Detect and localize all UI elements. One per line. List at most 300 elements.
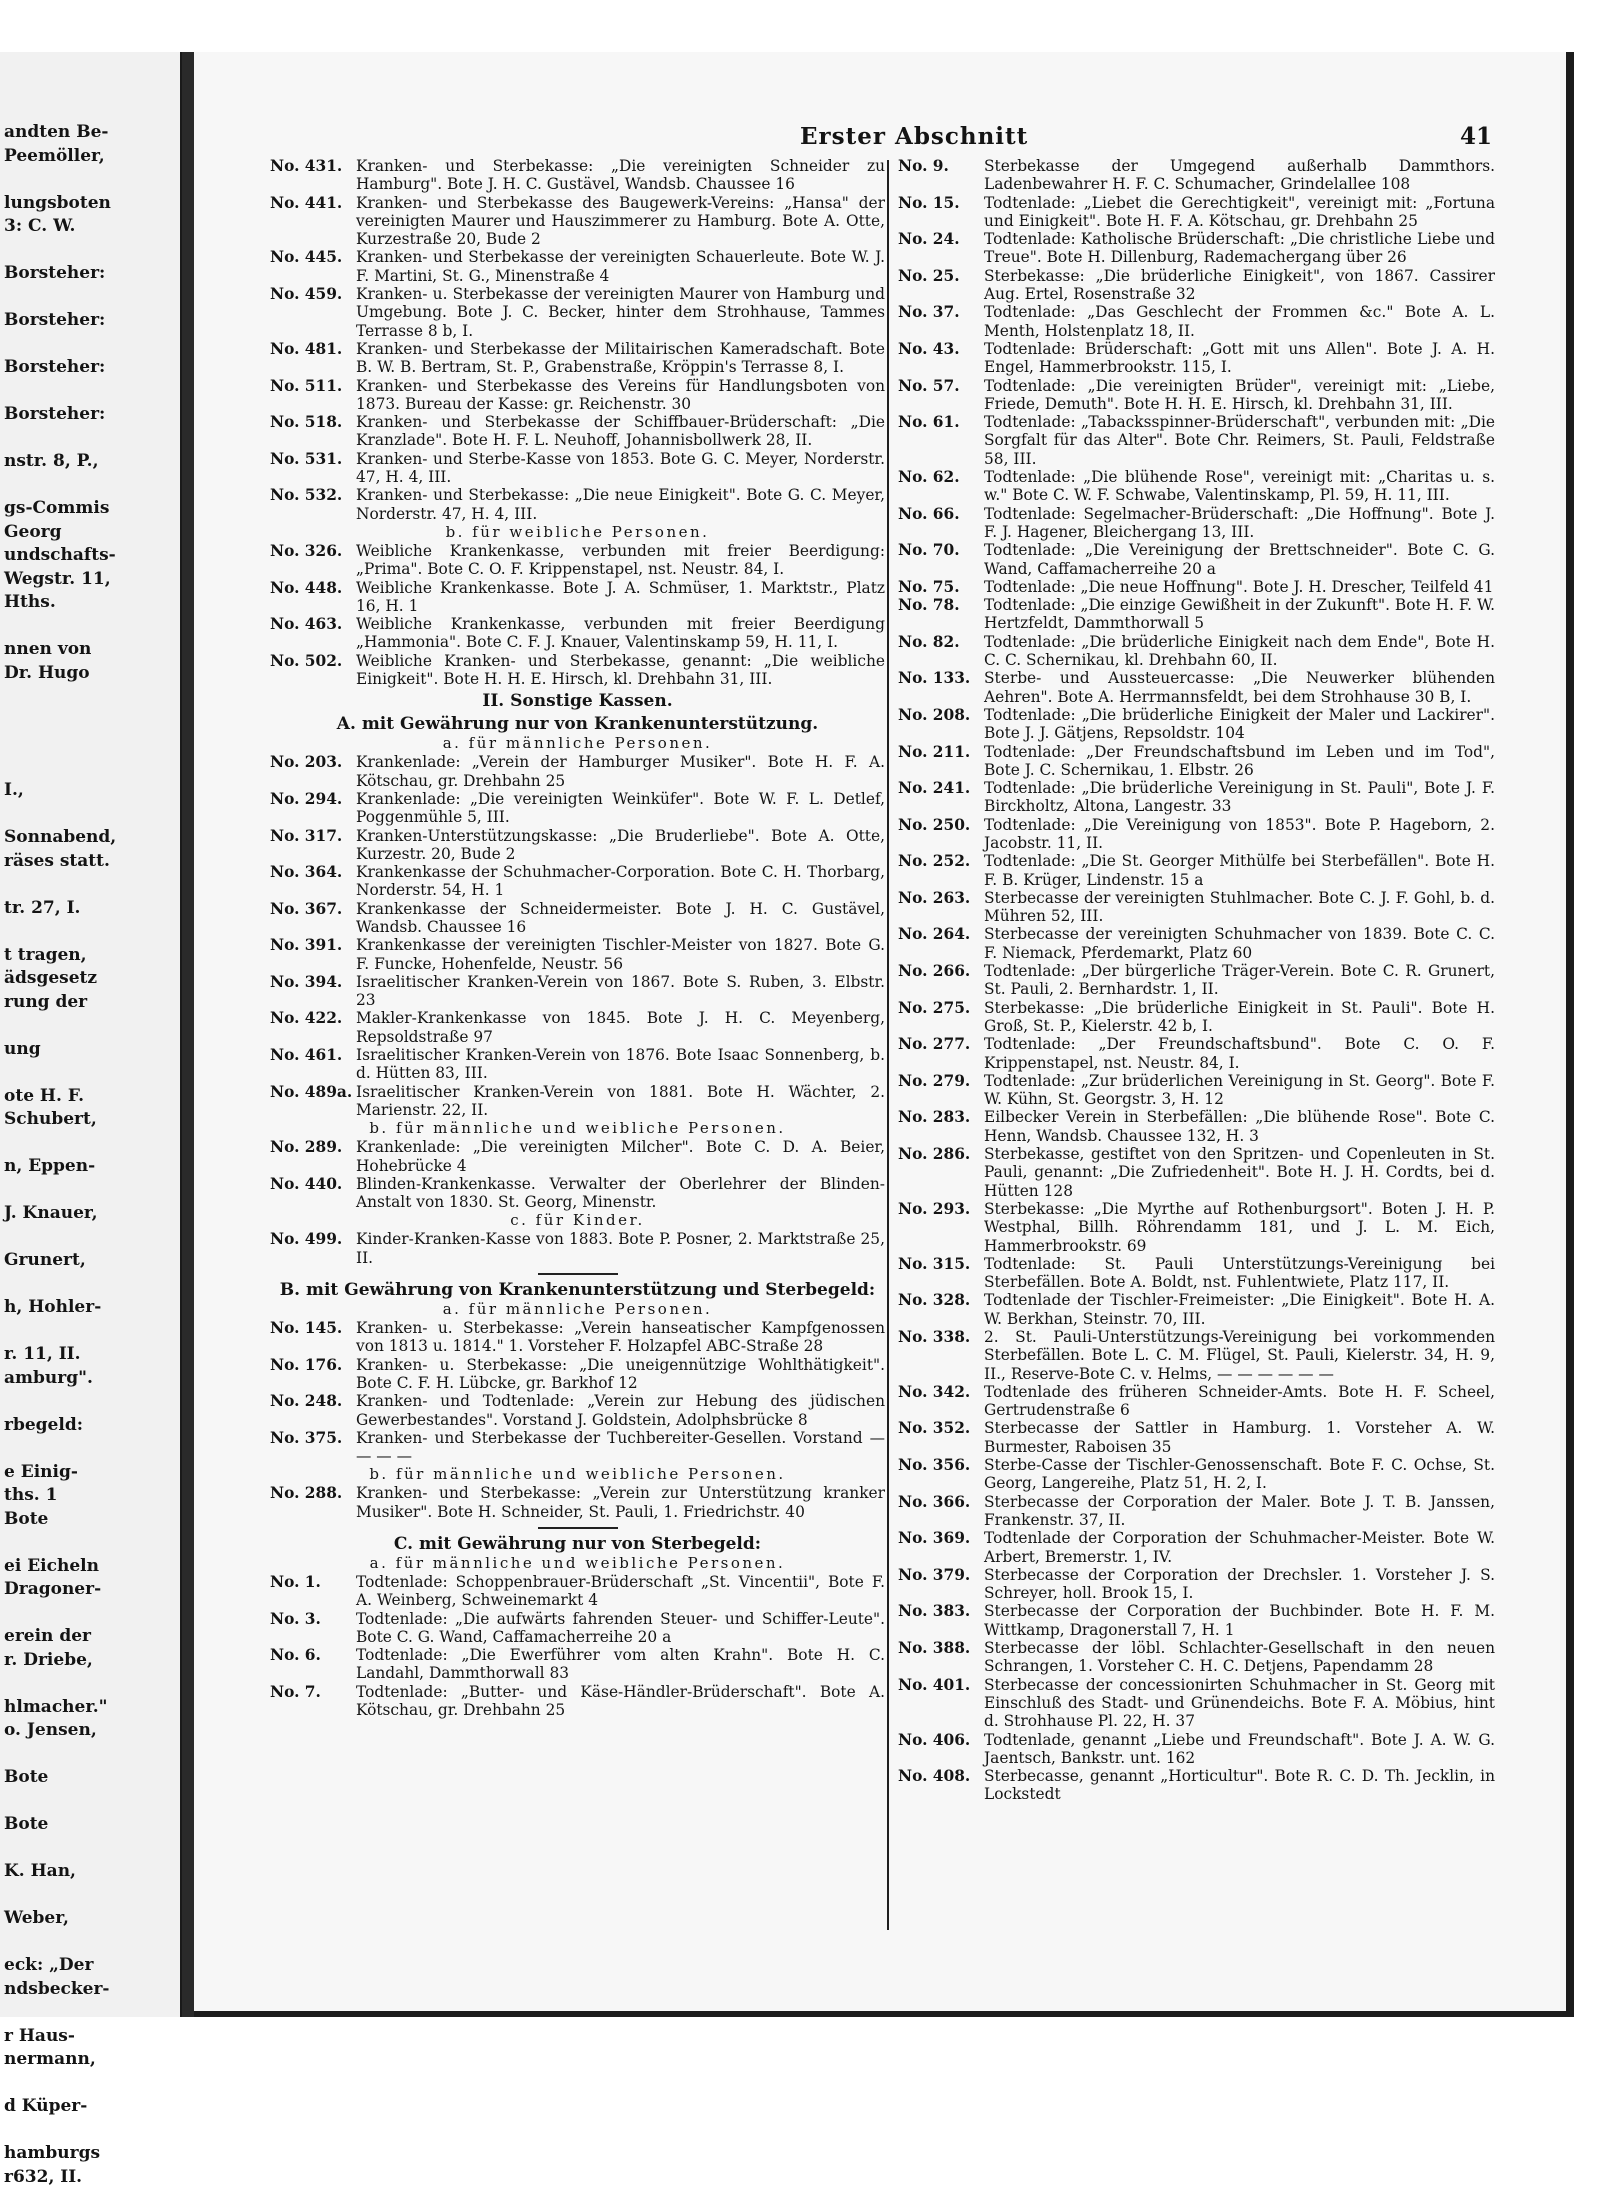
entry-number: No. 440.: [270, 1174, 343, 1193]
entry-number: No. 277.: [898, 1035, 971, 1054]
directory-entry: [270, 194, 885, 249]
entry-number: No. 289.: [270, 1138, 343, 1157]
previous-page-line: ei Eicheln: [4, 1555, 99, 1576]
section-rule: [538, 1273, 618, 1275]
section-heading: A. mit Gewährung nur von Krankenunterstützung.: [336, 714, 819, 735]
entry-text: Todtenlade: Brüderschaft: „Gott mit uns Allen". Bote J. A. H. Engel, Hammerbrookstr. 115, I.: [984, 339, 1495, 377]
column-divider: [887, 160, 889, 1930]
entry-text: Sterbecasse der löbl. Schlachter-Gesellschaft in den neuen Schrangen, 1. Vorsteher C. H. C. Detjens, Papendamm 28: [984, 1639, 1495, 1676]
entry-text: Sterbecasse der concessionirten Schuhmacher in St. Georg mit Einschluß des Stadt- und Grünendeichs. Bote F. A. Möbius, hint d. Strohhause Pl. 22, H. 37: [984, 1675, 1495, 1731]
entry-number: No. 326.: [270, 541, 343, 560]
directory-entry: [898, 157, 1495, 194]
entry-text: Weibliche Krankenkasse. Bote J. A. Schmüser, 1. Marktstr., Platz 16, H. 1: [356, 578, 885, 615]
previous-page-line: Hths.: [4, 592, 56, 612]
entry-text: Kranken- und Sterbekasse der Tuchbereiter-Gesellen. Vorstand — — — —: [356, 1428, 885, 1466]
entry-number: No. 211.: [898, 742, 971, 761]
entry-number: No. 263.: [898, 888, 971, 907]
directory-entry: [270, 377, 885, 414]
entry-number: No. 145.: [270, 1319, 343, 1338]
entry-text: Todtenlade des früheren Schneider-Amts. Bote H. F. Scheel, Gertrudenstraße 6: [984, 1382, 1495, 1420]
previous-page-line: nermann,: [4, 2049, 96, 2069]
entry-text: Todtenlade: „Die St. Georger Mithülfe bei Sterbefällen". Bote H. F. B. Krüger, Lindenstr. 15 a: [984, 852, 1495, 889]
entry-number: No. 364.: [270, 863, 343, 882]
entry-text: Kranken- und Sterbekasse der Schiffbauer-Brüderschaft: „Die Kranzlade". Bote H. F. L. Neuhoff, Johannisbollwerk 28, II.: [356, 413, 885, 450]
directory-entry: [270, 900, 885, 937]
directory-entry: [270, 1610, 885, 1647]
directory-entry: [898, 1566, 1495, 1603]
directory-entry: [270, 615, 885, 652]
directory-entry: [898, 578, 1495, 596]
directory-entry: [270, 285, 885, 340]
directory-entry: [270, 1046, 885, 1083]
entry-number: No. 338.: [898, 1328, 971, 1346]
entry-text: Todtenlade: „Zur brüderlichen Vereinigung in St. Georg". Bote F. W. Kühn, St. Georgstr. 3, H. 12: [984, 1071, 1495, 1109]
previous-page-line: ths. 1: [4, 1485, 58, 1505]
entry-text: Israelitischer Kranken-Verein von 1881. Bote H. Wächter, 2. Marienstr. 22, II.: [356, 1082, 885, 1119]
previous-page-line: 3: C. W.: [4, 216, 76, 236]
entry-text: Kranken- u. Sterbekasse: „Die uneigennützige Wohlthätigkeit". Bote C. F. H. Lübcke, gr. Barkhof 12: [356, 1355, 885, 1392]
entry-number: No. 275.: [898, 998, 971, 1017]
directory-entry: [270, 1230, 885, 1267]
entry-text: Kranken- und Sterbekasse des Baugewerk-Vereins: „Hansa" der vereinigten Maurer und Hauszimmerer zu Hamburg. Bote A. Otte, Kurzestraße 20, Bude 2: [356, 193, 885, 249]
entry-number: No. 9.: [898, 157, 949, 175]
page-number: 41: [1460, 123, 1493, 150]
entry-text: Todtenlade: „Die aufwärts fahrenden Steuer- und Schiffer-Leute". Bote C. G. Wand, Caffamacherreihe 20 a: [356, 1609, 885, 1646]
directory-entry: [898, 1035, 1495, 1072]
entry-text: Kranken- und Sterbekasse: „Die neue Einigkeit". Bote G. C. Meyer, Norderstr. 47, H. 4, III.: [356, 486, 885, 523]
previous-page-line: o. Jensen,: [4, 1720, 97, 1740]
entry-number: No. 511.: [270, 376, 343, 395]
directory-entry: [898, 852, 1495, 889]
entry-number: No. 481.: [270, 339, 343, 358]
directory-entry: [270, 753, 885, 790]
entry-number: No. 250.: [898, 815, 971, 834]
running-header: Erster Abschnitt: [800, 123, 1029, 150]
entry-number: No. 391.: [270, 936, 343, 955]
directory-entry: [898, 1456, 1495, 1493]
entry-text: Kranken- und Sterbekasse: „Verein zur Unterstützung kranker Musiker". Bote H. Schneider, St. Pauli, 1. Friedrichstr. 40: [356, 1484, 885, 1521]
previous-page-line: Borsteher:: [4, 310, 106, 330]
entry-text: Todtenlade: Katholische Brüderschaft: „Die christliche Liebe und Treue". Bote H. Dillenburg, Rademachergang über 26: [984, 230, 1495, 267]
directory-entry: [898, 1328, 1495, 1383]
directory-entry: [270, 1683, 885, 1720]
directory-entry: [898, 1255, 1495, 1292]
previous-page-line: undschafts-: [4, 545, 116, 565]
entry-text: Krankenlade: „Die vereinigten Weinküfer". Bote W. F. L. Detlef, Poggenmühle 5, III.: [356, 789, 885, 827]
directory-entry: [898, 596, 1495, 633]
entry-text: Kranken- und Sterbekasse des Vereins für Handlungsboten von 1873. Bureau der Kasse: gr. Reichenstr. 30: [356, 376, 885, 413]
directory-entry: [898, 1108, 1495, 1145]
entry-number: No. 82.: [898, 632, 960, 651]
directory-entry: [898, 633, 1495, 670]
entry-text: Blinden-Krankenkasse. Verwalter der Oberlehrer der Blinden-Anstalt von 1830. St. Georg, Minenstr.: [356, 1174, 885, 1212]
directory-entry: [270, 1138, 885, 1175]
entry-text: 2. St. Pauli-Unterstützungs-Vereinigung bei vorkommenden Sterbefällen. Bote L. C. M. Flügel, St. Pauli, Kielerstr. 34, H. 9, II., Reserve-Bote C. v. Helms, — — — — — —: [984, 1328, 1495, 1383]
entry-text: Eilbecker Verein in Sterbefällen: „Die blühende Rose". Bote C. Henn, Wandsb. Chaussee 132, H. 3: [984, 1108, 1495, 1145]
entry-text: Todtenlade: „Butter- und Käse-Händler-Brüderschaft". Bote A. Kötschau, gr. Drehbahn 25: [356, 1682, 885, 1720]
entry-number: No. 264.: [898, 925, 971, 944]
left-column: [270, 157, 885, 1719]
directory-entry: [270, 790, 885, 827]
previous-page-line: Borsteher:: [4, 263, 106, 283]
directory-entry: [898, 1639, 1495, 1676]
previous-page-line: lungsboten: [4, 192, 111, 213]
previous-page-line: nstr. 8, P.,: [4, 451, 99, 471]
entry-number: No. 502.: [270, 651, 343, 670]
entry-number: No. 531.: [270, 449, 343, 468]
entry-text: Kranken-Unterstützungskasse: „Die Bruderliebe". Bote A. Otte, Kurzestr. 20, Bude 2: [356, 826, 885, 863]
section-heading: b. für männliche und weibliche Personen.: [369, 1119, 786, 1138]
directory-entry: [898, 706, 1495, 743]
section-heading: c. für Kinder.: [510, 1211, 645, 1230]
entry-number: No. 15.: [898, 193, 960, 212]
directory-entry: [270, 579, 885, 616]
directory-entry: [270, 1646, 885, 1683]
entry-number: No. 352.: [898, 1419, 971, 1438]
directory-entry: [898, 541, 1495, 578]
entry-text: Todtenlade: „Die vereinigten Brüder", vereinigt mit: „Liebe, Friede, Demuth". Bote H. H. E. Hirsch, kl. Drehbahn 31, III.: [984, 376, 1495, 413]
entry-number: No. 61.: [898, 413, 960, 432]
entry-text: Sterbekasse, gestiftet von den Spritzen- und Copenleuten in St. Pauli, genannt: „Die Zufriedenheit". Bote H. J. H. Cordts, bei d. Hütten 128: [984, 1145, 1495, 1200]
entry-text: Todtenlade der Tischler-Freimeister: „Die Einigkeit". Bote H. A. W. Berkhan, Steinstr. 70, III.: [984, 1291, 1495, 1328]
entry-number: No. 388.: [898, 1639, 971, 1658]
entry-number: No. 62.: [898, 468, 960, 487]
entry-text: Sterbe- und Aussteuercasse: „Die Neuwerker blühenden Aehren". Bote A. Herrmannsfeldt, bei dem Strohhause 30 B, I.: [984, 669, 1495, 706]
previous-page-line: hamburgs: [4, 2143, 101, 2163]
previous-page-line: rung der: [4, 991, 88, 1012]
directory-entry: [898, 925, 1495, 962]
entry-text: Sterbekasse: „Die brüderliche Einigkeit in St. Pauli". Bote H. Groß, St. P., Kielerstr. 42 b, I.: [984, 998, 1495, 1035]
entry-number: No. 328.: [898, 1291, 971, 1310]
previous-page-line: I.,: [4, 780, 24, 800]
previous-page-line: e Einig-: [4, 1461, 78, 1482]
entry-number: No. 7.: [270, 1682, 321, 1701]
previous-page-line: d Küper-: [4, 2096, 88, 2116]
entry-number: No. 66.: [898, 504, 960, 523]
previous-page-line: Bote: [4, 1814, 49, 1834]
directory-entry: [270, 652, 885, 689]
previous-page-line: eck: „Der: [4, 1955, 94, 1975]
directory-entry: [898, 1200, 1495, 1255]
entry-number: No. 383.: [898, 1602, 971, 1621]
directory-entry: [270, 1175, 885, 1212]
entry-text: Todtenlade: Segelmacher-Brüderschaft: „Die Hoffnung". Bote J. F. J. Hagener, Bleichergang 13, III.: [984, 504, 1495, 541]
entry-number: No. 422.: [270, 1009, 343, 1028]
entry-text: Krankenkasse der Schneidermeister. Bote J. H. C. Gustävel, Wandsb. Chaussee 16: [356, 899, 885, 936]
entry-text: Todtenlade: Schoppenbrauer-Brüderschaft „St. Vincentii", Bote F. A. Weinberg, Schweinemarkt 4: [356, 1573, 885, 1610]
entry-number: No. 78.: [898, 596, 960, 615]
directory-entry: [898, 230, 1495, 267]
entry-text: Sterbecasse der Corporation der Drechsler. 1. Vorsteher J. S. Schreyer, holl. Brook 15, I.: [984, 1565, 1495, 1603]
directory-entry: [270, 863, 885, 900]
entry-number: No. 408.: [898, 1767, 971, 1786]
directory-entry: [270, 157, 885, 194]
entry-number: No. 406.: [898, 1730, 971, 1749]
directory-entry: [270, 1009, 885, 1046]
entry-number: No. 431.: [270, 157, 343, 175]
previous-page-line: Sonnabend,: [4, 827, 117, 847]
entry-number: No. 57.: [898, 376, 960, 395]
directory-entry: [898, 267, 1495, 304]
previous-page-fragment: [0, 52, 183, 2187]
entry-text: Todtenlade: „Der Freundschaftsbund im Leben und im Tod", Bote J. C. Schernikau, 1. Elbstr. 26: [984, 742, 1495, 779]
directory-entry: [270, 827, 885, 864]
previous-page-line: ädsgesetz: [4, 968, 98, 988]
previous-page-line: Dragoner-: [4, 1579, 102, 1599]
directory-entry: [270, 1356, 885, 1393]
entry-text: Todtenlade: „Das Geschlecht der Frommen &c." Bote A. L. Menth, Holstenplatz 18, II.: [984, 303, 1495, 340]
directory-entry: [898, 1731, 1495, 1768]
entry-text: Todtenlade: „Die brüderliche Einigkeit der Maler und Lackirer". Bote J. J. Gätjens, Repsoldstr. 104: [984, 705, 1495, 743]
entry-text: Kranken- und Sterbekasse: „Die vereinigten Schneider zu Hamburg". Bote J. H. C. Gustävel, Wandsb. Chaussee 16: [356, 157, 885, 194]
previous-page-line: Grunert,: [4, 1250, 86, 1270]
previous-page-line: andten Be-: [4, 122, 109, 142]
entry-number: No. 463.: [270, 615, 343, 634]
directory-entry: [898, 1529, 1495, 1566]
directory-entry: [270, 486, 885, 523]
entry-number: No. 3.: [270, 1609, 321, 1628]
entry-text: Krankenlade: „Verein der Hamburger Musiker". Bote H. F. A. Kötschau, gr. Drehbahn 25: [356, 753, 885, 790]
directory-entry: [898, 1072, 1495, 1109]
entry-text: Sterbecasse der Sattler in Hamburg. 1. Vorsteher A. W. Burmester, Raboisen 35: [984, 1419, 1495, 1456]
directory-entry: [270, 1429, 885, 1466]
entry-number: No. 279.: [898, 1071, 971, 1090]
entry-number: No. 241.: [898, 779, 971, 798]
entry-number: No. 176.: [270, 1355, 343, 1374]
entry-text: Todtenlade: „Die brüderliche Einigkeit nach dem Ende", Bote H. C. C. Schernikau, kl. Drehbahn 60, II.: [984, 632, 1495, 670]
directory-entry: [270, 248, 885, 285]
previous-page-line: räses statt.: [4, 850, 110, 871]
previous-page-line: rbegeld:: [4, 1414, 83, 1435]
directory-entry: [270, 1484, 885, 1521]
entry-text: Krankenlade: „Die vereinigten Milcher". Bote C. D. A. Beier, Hohebrücke 4: [356, 1138, 885, 1175]
entry-number: No. 445.: [270, 248, 343, 267]
entry-number: No. 133.: [898, 669, 971, 688]
entry-text: Todtenlade: „Die brüderliche Vereinigung in St. Pauli", Bote J. F. Birckholtz, Altona, Langestr. 33: [984, 779, 1495, 816]
entry-text: Sterbecasse der Corporation der Maler. Bote J. T. B. Janssen, Frankenstr. 37, II.: [984, 1492, 1495, 1529]
previous-page-line: tr. 27, I.: [4, 897, 81, 918]
section-heading: a. für männliche Personen.: [442, 1300, 713, 1319]
previous-page-line: amburg".: [4, 1367, 93, 1388]
directory-entry: [898, 1419, 1495, 1456]
entry-number: No. 6.: [270, 1646, 321, 1665]
entry-text: Sterbecasse, genannt „Horticultur". Bote R. C. D. Th. Jecklin, in Lockstedt: [984, 1767, 1495, 1804]
previous-page-line: gs-Commis: [4, 498, 110, 518]
entry-number: No. 459.: [270, 285, 343, 304]
directory-entry: [898, 377, 1495, 414]
entry-text: Todtenlade: „Die einzige Gewißheit in der Zukunft". Bote H. F. W. Hertzfeldt, Dammthorwall 5: [984, 596, 1495, 633]
entry-number: No. 1.: [270, 1573, 321, 1591]
entry-number: No. 203.: [270, 753, 343, 772]
entry-text: Israelitischer Kranken-Verein von 1867. Bote S. Ruben, 3. Elbstr. 23: [356, 972, 885, 1010]
previous-page-line: Georg: [4, 521, 62, 542]
entry-text: Kranken- und Sterbe-Kasse von 1853. Bote G. C. Meyer, Norderstr. 47, H. 4, III.: [356, 449, 885, 487]
previous-page-line: r Haus-: [4, 2025, 75, 2046]
previous-page-line: Bote: [4, 1767, 49, 1787]
directory-entry: [270, 1319, 885, 1356]
previous-page-line: r632, II.: [4, 2166, 83, 2187]
directory-entry: [898, 889, 1495, 926]
entry-number: No. 401.: [898, 1675, 971, 1694]
previous-page-line: ote H. F.: [4, 1085, 85, 1106]
directory-entry: [898, 999, 1495, 1036]
entry-text: Kranken- u. Sterbekasse der vereinigten Maurer von Hamburg und Umgebung. Bote J. C. Becker, hinter dem Strohhause, Tammes Terrasse 8 b, I.: [356, 285, 885, 340]
directory-entry: [898, 1676, 1495, 1731]
directory-entry: [898, 1383, 1495, 1420]
entry-number: No. 43.: [898, 339, 960, 358]
entry-text: Sterbecasse der vereinigten Stuhlmacher. Bote C. J. F. Gohl, b. d. Mühren 52, III.: [984, 888, 1495, 926]
section-heading: B. mit Gewährung von Krankenunterstützung und Sterbegeld:: [279, 1280, 876, 1301]
entry-text: Weibliche Kranken- und Sterbekasse, genannt: „Die weibliche Einigkeit". Bote H. H. E. Hirsch, kl. Drehbahn 31, III.: [356, 651, 885, 689]
entry-text: Israelitischer Kranken-Verein von 1876. Bote Isaac Sonnenberg, b. d. Hütten 83, III.: [356, 1046, 885, 1083]
directory-entry: [270, 542, 885, 579]
entry-number: No. 394.: [270, 972, 343, 991]
entry-number: No. 367.: [270, 899, 343, 918]
entry-number: No. 252.: [898, 852, 971, 871]
entry-text: Todtenlade: „Tabacksspinner-Brüderschaft", verbunden mit: „Die Sorgfalt für das Alter". Bote Chr. Reimers, St. Pauli, Feldstraße 58, III.: [984, 413, 1495, 468]
entry-number: No. 266.: [898, 962, 971, 981]
previous-page-line: Schubert,: [4, 1109, 97, 1129]
entry-number: No. 293.: [898, 1199, 971, 1218]
entry-number: No. 283.: [898, 1108, 971, 1127]
entry-text: Todtenlade: „Die blühende Rose", vereinigt mit: „Charitas u. s. w." Bote C. W. F. Schwabe, Valentinskamp, Pl. 59, H. 11, III.: [984, 468, 1495, 505]
previous-page-line: Wegstr. 11,: [4, 568, 111, 589]
directory-entry: [270, 413, 885, 450]
directory-entry: [898, 505, 1495, 542]
entry-text: Kranken- u. Sterbekasse: „Verein hanseatischer Kampfgenossen von 1813 u. 1814." 1. Vorsteher F. Holzapfel ABC-Straße 28: [356, 1319, 885, 1356]
entry-text: Todtenlade: „Liebet die Gerechtigkeit", vereinigt mit: „Fortuna und Einigkeit". Bote H. F. A. Kötschau, gr. Drehbahn 25: [984, 193, 1495, 230]
directory-entry: [270, 1392, 885, 1429]
entry-number: No. 294.: [270, 789, 343, 808]
directory-entry: [898, 962, 1495, 999]
right-column: [898, 157, 1495, 1804]
entry-text: Sterbekasse: „Die brüderliche Einigkeit", von 1867. Cassirer Aug. Ertel, Rosenstraße 32: [984, 266, 1495, 304]
entry-text: Todtenlade: St. Pauli Unterstützungs-Vereinigung bei Sterbefällen. Bote A. Boldt, nst. Fuhlentwiete, Platz 117, II.: [984, 1254, 1495, 1292]
entry-text: Krankenkasse der vereinigten Tischler-Meister von 1827. Bote G. F. Funcke, Hohenfelde, Neustr. 56: [356, 936, 885, 973]
entry-number: No. 518.: [270, 413, 343, 432]
directory-entry: [270, 340, 885, 377]
entry-number: No. 489a.: [270, 1082, 353, 1101]
previous-page-line: Bote: [4, 1508, 49, 1529]
entry-text: Todtenlade: „Der Freundschaftsbund". Bote C. O. F. Krippenstapel, nst. Neustr. 84, I.: [984, 1035, 1495, 1072]
previous-page-line: K. Han,: [4, 1861, 76, 1881]
entry-number: No. 315.: [898, 1254, 971, 1273]
entry-number: No. 379.: [898, 1565, 971, 1584]
section-heading: b. für weibliche Personen.: [445, 522, 710, 541]
entry-text: Krankenkasse der Schuhmacher-Corporation. Bote C. H. Thorbarg, Norderstr. 54, H. 1: [356, 863, 885, 900]
previous-page-line: n, Eppen-: [4, 1156, 96, 1176]
entry-text: Kinder-Kranken-Kasse von 1883. Bote P. Posner, 2. Marktstraße 25, II.: [356, 1230, 885, 1267]
directory-entry: [898, 413, 1495, 468]
section-heading: a. für männliche und weibliche Personen.: [369, 1554, 786, 1572]
entry-number: No. 317.: [270, 826, 343, 845]
previous-page-line: h, Hohler-: [4, 1297, 102, 1317]
entry-number: No. 25.: [898, 266, 960, 285]
entry-number: No. 70.: [898, 541, 960, 560]
previous-page-line: r. 11, II.: [4, 1344, 81, 1364]
entry-number: No. 441.: [270, 193, 343, 212]
directory-entry: [898, 1291, 1495, 1328]
entry-text: Sterbecasse der Corporation der Buchbinder. Bote H. F. M. Wittkamp, Dragonerstall 7, H. 1: [984, 1602, 1495, 1639]
entry-text: Sterbe-Casse der Tischler-Genossenschaft. Bote F. C. Ochse, St. Georg, Langereihe, Platz 51, H. 2, I.: [984, 1456, 1495, 1493]
entry-text: Sterbekasse der Umgegend außerhalb Dammthors. Ladenbewahrer H. F. C. Schumacher, Grindelallee 108: [984, 157, 1495, 194]
section-heading: II. Sonstige Kassen.: [482, 691, 673, 712]
previous-page-line: t tragen,: [4, 944, 87, 965]
entry-text: Sterbecasse der vereinigten Schuhmacher von 1839. Bote C. C. F. Niemack, Pferdemarkt, Platz 60: [984, 925, 1495, 962]
entry-number: No. 248.: [270, 1392, 343, 1411]
entry-number: No. 286.: [898, 1145, 971, 1164]
entry-text: Kranken- und Todtenlade: „Verein zur Hebung des jüdischen Gewerbestandes". Vorstand J. Goldstein, Adolphsbrücke 8: [356, 1392, 885, 1429]
entry-number: No. 461.: [270, 1046, 343, 1065]
directory-entry: [898, 194, 1495, 231]
directory-entry: [898, 468, 1495, 505]
previous-page-line: ung: [4, 1038, 41, 1059]
directory-entry: [898, 1493, 1495, 1530]
previous-page-line: erein der: [4, 1626, 91, 1646]
entry-text: Sterbekasse: „Die Myrthe auf Rothenburgsort". Boten J. H. P. Westphal, Billh. Röhrendamm 181, und J. L. M. Eich, Hammerbrookstr. 69: [984, 1199, 1495, 1255]
entry-number: No. 342.: [898, 1382, 971, 1401]
entry-number: No. 448.: [270, 578, 343, 597]
previous-page-line: ndsbecker-: [4, 1978, 110, 1999]
section-rule: [538, 1527, 618, 1529]
previous-page-line: r. Driebe,: [4, 1649, 93, 1670]
entry-text: Makler-Krankenkasse von 1845. Bote J. H. C. Meyenberg, Repsoldstraße 97: [356, 1009, 885, 1046]
entry-number: No. 375.: [270, 1428, 343, 1447]
entry-text: Todtenlade: „Die Vereinigung der Brettschneider". Bote C. G. Wand, Caffamacherreihe 20 a: [984, 541, 1495, 578]
entry-number: No. 532.: [270, 486, 343, 505]
previous-page-line: Borsteher:: [4, 357, 106, 377]
book-gutter: [182, 52, 194, 2017]
entry-text: Todtenlade: „Der bürgerliche Träger-Verein. Bote C. R. Grunert, St. Pauli, 2. Bernhardstr. 1, II.: [984, 962, 1495, 999]
entry-text: Weibliche Krankenkasse, verbunden mit freier Beerdigung „Hammonia". Bote C. F. J. Knauer, Valentinskamp 59, H. 11, I.: [356, 615, 885, 652]
directory-entry: [898, 1145, 1495, 1200]
entry-number: No. 24.: [898, 230, 960, 249]
directory-entry: [898, 669, 1495, 706]
entry-text: Todtenlade: „Die Vereinigung von 1853". Bote P. Hageborn, 2. Jacobstr. 11, II.: [984, 815, 1495, 852]
directory-entry: [898, 1602, 1495, 1639]
section-heading: C. mit Gewährung nur von Sterbegeld:: [393, 1534, 762, 1554]
previous-page-line: nnen von: [4, 639, 92, 659]
entry-number: No. 75.: [898, 577, 960, 596]
previous-page-line: Dr. Hugo: [4, 662, 90, 683]
directory-entry: [270, 1573, 885, 1610]
directory-entry: [270, 450, 885, 487]
section-heading: a. für männliche Personen.: [442, 734, 713, 753]
entry-number: No. 366.: [898, 1492, 971, 1511]
directory-entry: [898, 779, 1495, 816]
directory-entry: [270, 1083, 885, 1120]
entry-number: No. 356.: [898, 1456, 971, 1475]
previous-page-line: Peemöller,: [4, 145, 105, 166]
entry-number: No. 369.: [898, 1529, 971, 1548]
section-heading: b. für männliche und weibliche Personen.: [369, 1465, 786, 1484]
previous-page-line: Weber,: [4, 1908, 69, 1928]
directory-entry: [270, 973, 885, 1010]
directory-entry: [898, 340, 1495, 377]
directory-entry: [898, 1767, 1495, 1804]
entry-number: No. 37.: [898, 303, 960, 322]
entry-text: Weibliche Krankenkasse, verbunden mit freier Beerdigung: „Prima". Bote C. O. F. Krippenstapel, nst. Neustr. 84, I.: [356, 541, 885, 579]
entry-text: Todtenlade: „Die Ewerführer vom alten Krahn". Bote H. C. Landahl, Dammthorwall 83: [356, 1646, 885, 1683]
entry-text: Kranken- und Sterbekasse der Militairischen Kameradschaft. Bote B. W. B. Bertram, St. P., Grabenstraße, Kröppin's Terrasse 8, I.: [356, 339, 885, 377]
entry-text: Todtenlade: „Die neue Hoffnung". Bote J. H. Drescher, Teilfeld 41: [984, 577, 1494, 596]
directory-entry: [270, 936, 885, 973]
entry-text: Kranken- und Sterbekasse der vereinigten Schauerleute. Bote W. J. F. Martini, St. G., Minenstraße 4: [356, 248, 885, 285]
entry-number: No. 288.: [270, 1484, 343, 1503]
previous-page-line: hlmacher.": [4, 1696, 108, 1717]
directory-entry: [898, 743, 1495, 780]
directory-entry: [898, 816, 1495, 853]
